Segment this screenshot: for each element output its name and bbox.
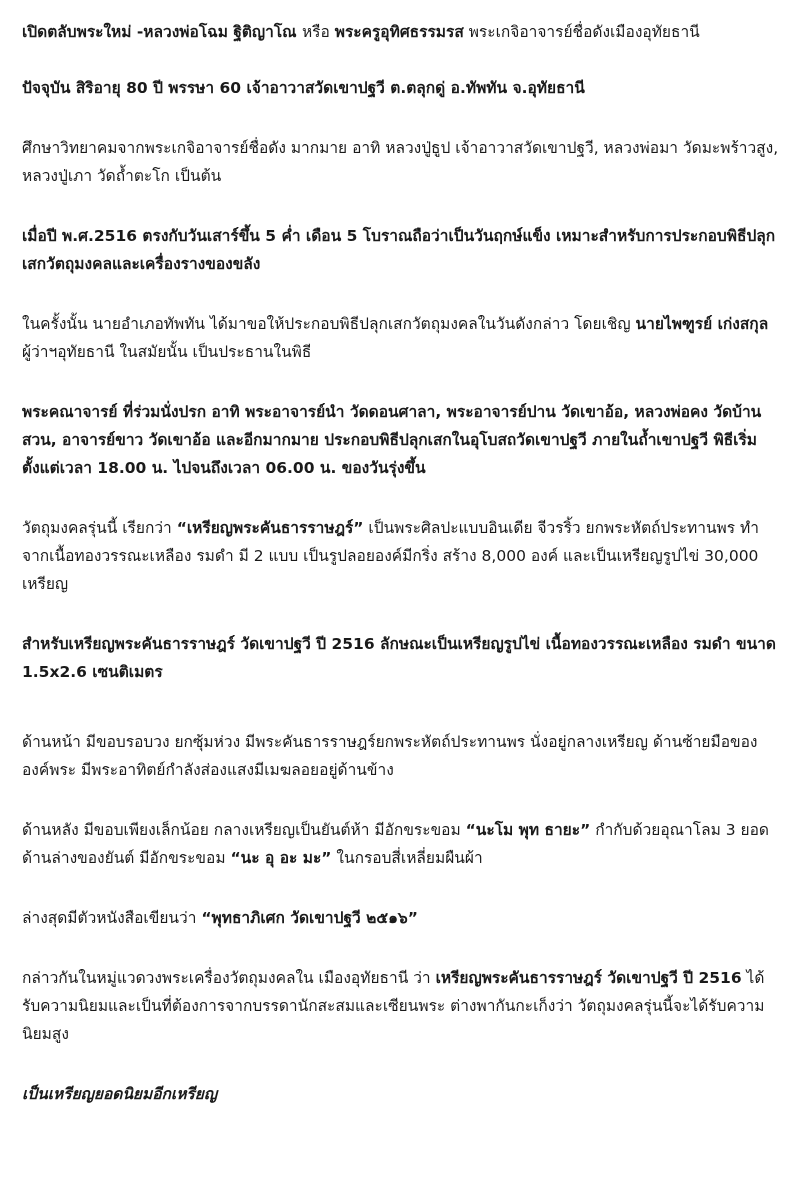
amulet-name-quote: “เหรียญพระคันธารราษฎร์”	[176, 519, 364, 537]
amulet-batch-start: วัตถุมงคลรุ่นนี้ เรียกว่า	[22, 519, 177, 537]
popularity-start: กล่าวกันในหมู่แวดวงพระเครื่องวัตถุมงคลใน เมืองอุทัยธานี ว่า	[22, 969, 436, 987]
coin-back-start: ด้านหลัง มีขอบเพียงเล็กน้อย กลางเหรียญเป็นยันต์ห้า มีอักขระขอม	[22, 821, 466, 839]
paragraph-monks: พระคณาจารย์ ที่ร่วมนั่งปรก อาทิ พระอาจารย์นำ วัดดอนศาลา, พระอาจารย์ปาน วัดเขาอ้อ, หลวงพ่อคง วัดบ้านสวน, อาจารย์ขาว วัดเขาอ้อ และอีกมากมาย ประกอบพิธีปลุกเสกในอุโบสถวัดเขาปฐวี ภายในถ้ำเขาปฐวี พิธีเริ่มตั้งแต่เวลา 18.00 น. ไปจนถึงเวลา 06.00 น. ของวันรุ่งขึ้น	[22, 403, 762, 477]
khmer-script-2: “นะ อุ อะ มะ”	[230, 849, 332, 867]
paragraph-coin-front: ด้านหน้า มีขอบรอบวง ยกซุ้มห่วง มีพระคันธารราษฎร์ยกพระหัตถ์ประทานพร นั่งอยู่กลางเหรียญ ด้านซ้ายมือขององค์พระ มีพระอาทิตย์กำลังส่องแสงมีเมฆลอยอยู่ด้านข้าง	[22, 733, 758, 779]
paragraph-popularity	[22, 964, 782, 1048]
governor-text-start: ในครั้งนั้น นายอำเภอทัพทัน ได้มาขอให้ประกอบพิธีปลุกเสกวัตถุมงคลในวันดังกล่าว โดยเชิญ	[22, 315, 636, 333]
intro-title-name: พระครูอุทิศธรรมรส	[334, 23, 464, 41]
paragraph-coin-specs: สำหรับเหรียญพระคันธารราษฎร์ วัดเขาปฐวี ปี 2516 ลักษณะเป็นเหรียญรูปไข่ เนื้อทองวรรณะเหลือง รมดำ ขนาด 1.5x2.6 เซนติเมตร	[22, 635, 776, 681]
inscription-label: ล่างสุดมีตัวหนังสือเขียนว่า	[22, 909, 202, 927]
paragraph-inscription	[22, 904, 782, 932]
popularity-end: ได้รับความนิยมและเป็นที่ต้องการจากบรรดานักสะสมและเซียนพระ ต่างพากันกะเก็งว่า วัตถุมงคลรุ่นนี้จะได้รับความนิยมสูง	[22, 969, 765, 1043]
governor-text-end: ผู้ว่าฯอุทัยธานี ในสมัยนั้น เป็นประธานในพิธี	[22, 343, 312, 361]
paragraph-coin-back	[22, 816, 782, 872]
paragraph-teachers: ศึกษาวิทยาคมจากพระเกจิอาจารย์ชื่อดัง มากมาย อาทิ หลวงปู่ธูป เจ้าอาวาสวัดเขาปฐวี, หลวงพ่อมา วัดมะพร้าวสูง, หลวงปู่เภา วัดถ้ำตะโก เป็นต้น	[22, 139, 779, 185]
article-body	[22, 18, 782, 1108]
inscription-text: “พุทธาภิเศก วัดเขาปฐวี ๒๕๑๖”	[201, 909, 418, 927]
paragraph-governor	[22, 310, 782, 366]
coin-back-middle: กำกับด้วยอุณาโลม 3 ยอด ด้านล่างของยันต์ มีอักขระขอม	[22, 821, 769, 867]
intro-headline: เปิดตลับพระใหม่ -หลวงพ่อโฉม ฐิติญาโณ	[22, 23, 302, 41]
paragraph-amulet-batch	[22, 514, 782, 598]
paragraph-ceremony-date: เมื่อปี พ.ศ.2516 ตรงกับวันเสาร์ขึ้น 5 ค่ำ เดือน 5 โบราณถือว่าเป็นวันฤกษ์แข็ง เหมาะสำหรับการประกอบพิธีปลุกเสกวัตถุมงคลและเครื่องรางของขลัง	[22, 227, 776, 273]
khmer-script-1: “นะโม พุท ธายะ”	[465, 821, 591, 839]
governor-name: นายไพฑูรย์ เก่งสกุล	[635, 315, 769, 333]
paragraph-current-status: ปัจจุบัน สิริอายุ 80 ปี พรรษา 60 เจ้าอาวาสวัดเขาปฐวี ต.ตลุกดู่ อ.ทัพทัน จ.อุทัยธานี	[22, 79, 585, 97]
popularity-coin-name: เหรียญพระคันธารราษฎร์ วัดเขาปฐวี ปี 2516	[435, 969, 742, 987]
coin-back-end: ในกรอบสี่เหลี่ยมผืนผ้า	[331, 849, 483, 867]
paragraph-closing: เป็นเหรียญยอดนิยมอีกเหรียญ	[22, 1085, 218, 1103]
paragraph-intro	[22, 18, 782, 46]
amulet-batch-details: เป็นพระศิลปะแบบอินเดีย จีวรริ้ว ยกพระหัตถ์ประทานพร ทำจากเนื้อทองวรรณะเหลือง รมดำ มี 2 แบบ เป็นรูปลอยองค์มีกริ่ง สร้าง 8,000 องค์ และเป็นเหรียญรูปไข่ 30,000 เหรียญ	[22, 519, 759, 593]
intro-description: พระเกจิอาจารย์ชื่อดังเมืองอุทัยธานี	[463, 23, 700, 41]
intro-connector: หรือ	[301, 23, 335, 41]
